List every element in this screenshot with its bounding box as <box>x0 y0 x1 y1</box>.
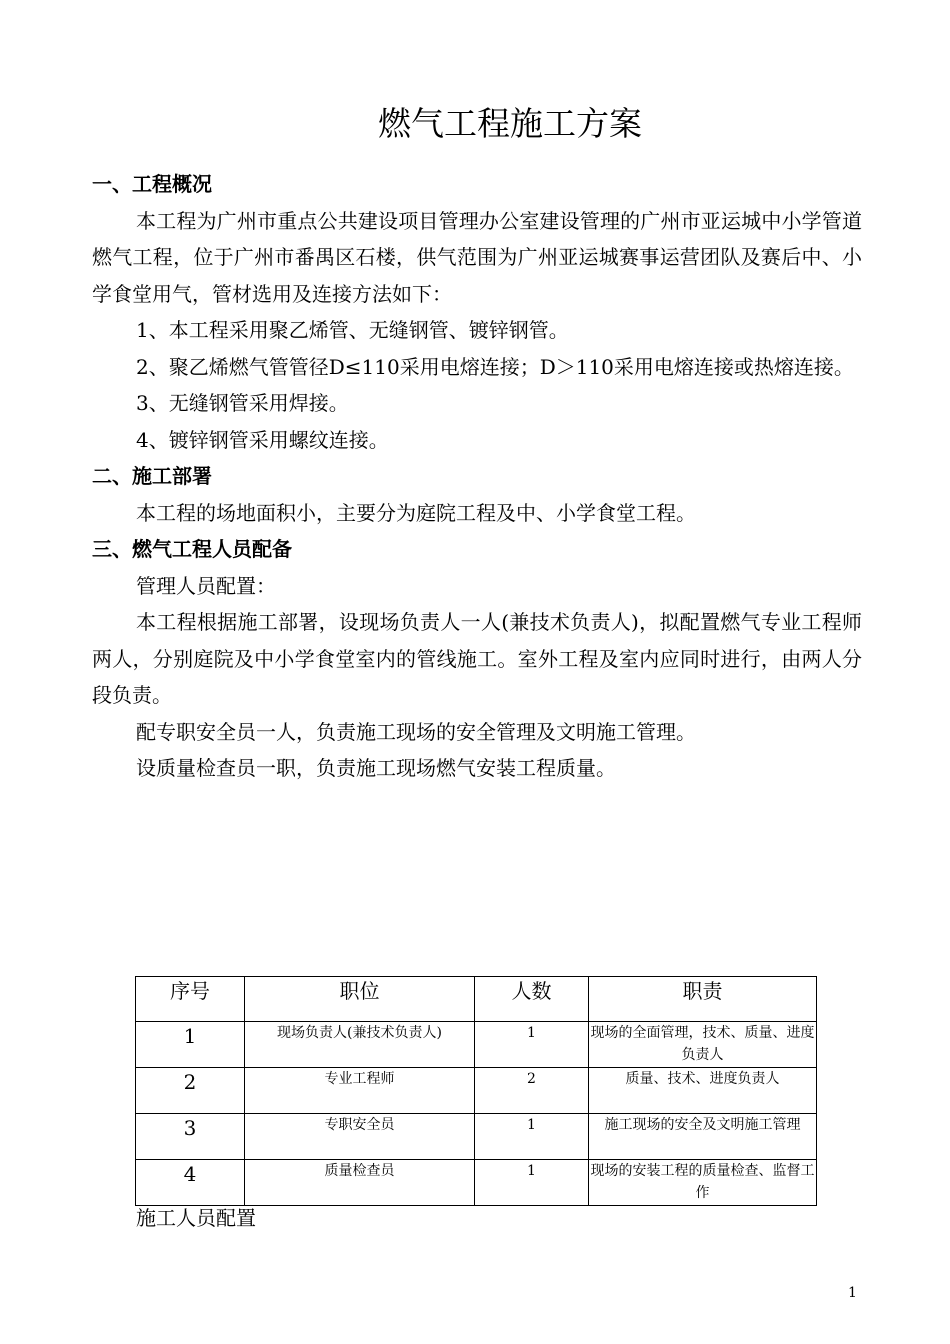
header-position: 职位 <box>245 977 475 1022</box>
section-heading-deployment: 二、施工部署 <box>92 464 212 488</box>
table-row <box>136 1160 817 1206</box>
table-row <box>136 1114 817 1160</box>
row-position: 质量检查员 <box>245 1160 475 1206</box>
safety-officer-paragraph: 配专职安全员一人，负责施工现场的安全管理及文明施工管理。 <box>136 719 696 744</box>
management-staff-table <box>135 976 817 1206</box>
table-header-row <box>136 977 817 1022</box>
overview-item-3: 3、无缝钢管采用焊接。 <box>136 391 349 415</box>
section-heading-staffing: 三、燃气工程人员配备 <box>92 537 292 561</box>
row-duty: 现场的安装工程的质量检查、监督工作 <box>589 1160 817 1206</box>
row-duty: 现场的全面管理，技术、质量、进度负责人 <box>589 1022 817 1068</box>
overview-item-4: 4、镀锌钢管采用螺纹连接。 <box>136 427 389 452</box>
row-count: 2 <box>475 1068 589 1114</box>
row-position: 现场负责人(兼技术负责人) <box>245 1022 475 1068</box>
row-no: 1 <box>136 1022 245 1068</box>
staffing-paragraph: 本工程根据施工部署，设现场负责人一人(兼技术负责人)，拟配置燃气专业工程师两人，分别庭院及中小学食堂室内的管线施工。室外工程及室内应同时进行，由两人分段负责。 <box>92 610 862 707</box>
row-duty: 施工现场的安全及文明施工管理 <box>589 1114 817 1160</box>
deployment-paragraph: 本工程的场地面积小，主要分为庭院工程及中、小学食堂工程。 <box>136 500 696 525</box>
overview-item-2: 2、聚乙烯燃气管管径D≤110采用电熔连接；D＞110采用电熔连接或热熔连接。 <box>136 354 854 379</box>
header-count: 人数 <box>475 977 589 1022</box>
row-count: 1 <box>475 1160 589 1206</box>
document-body <box>92 166 862 787</box>
page-number: 1 <box>848 1285 857 1301</box>
table-row <box>136 1022 817 1068</box>
document-title: 燃气工程施工方案 <box>378 104 642 143</box>
row-no: 4 <box>136 1160 245 1206</box>
row-count: 1 <box>475 1022 589 1068</box>
construction-staff-subheading: 施工人员配置 <box>136 1206 256 1230</box>
header-duty: 职责 <box>589 977 817 1022</box>
management-staff-subheading: 管理人员配置： <box>136 573 276 598</box>
row-no: 3 <box>136 1114 245 1160</box>
overview-paragraph: 本工程为广州市重点公共建设项目管理办公室建设管理的广州市亚运城中小学管道燃气工程，位于广州市番禺区石楼，供气范围为广州亚运城赛事运营团队及赛后中、小学食堂用气，管材选用及连接方法如下： <box>92 208 862 306</box>
table-row <box>136 1068 817 1114</box>
overview-item-1: 1、本工程采用聚乙烯管、无缝钢管、镀锌钢管。 <box>136 318 569 342</box>
header-no: 序号 <box>136 977 245 1022</box>
row-position: 专职安全员 <box>245 1114 475 1160</box>
section-heading-overview: 一、工程概况 <box>92 172 212 196</box>
row-duty: 质量、技术、进度负责人 <box>589 1068 817 1114</box>
row-position: 专业工程师 <box>245 1068 475 1114</box>
row-count: 1 <box>475 1114 589 1160</box>
row-no: 2 <box>136 1068 245 1114</box>
quality-inspector-paragraph: 设质量检查员一职，负责施工现场燃气安装工程质量。 <box>136 756 616 780</box>
